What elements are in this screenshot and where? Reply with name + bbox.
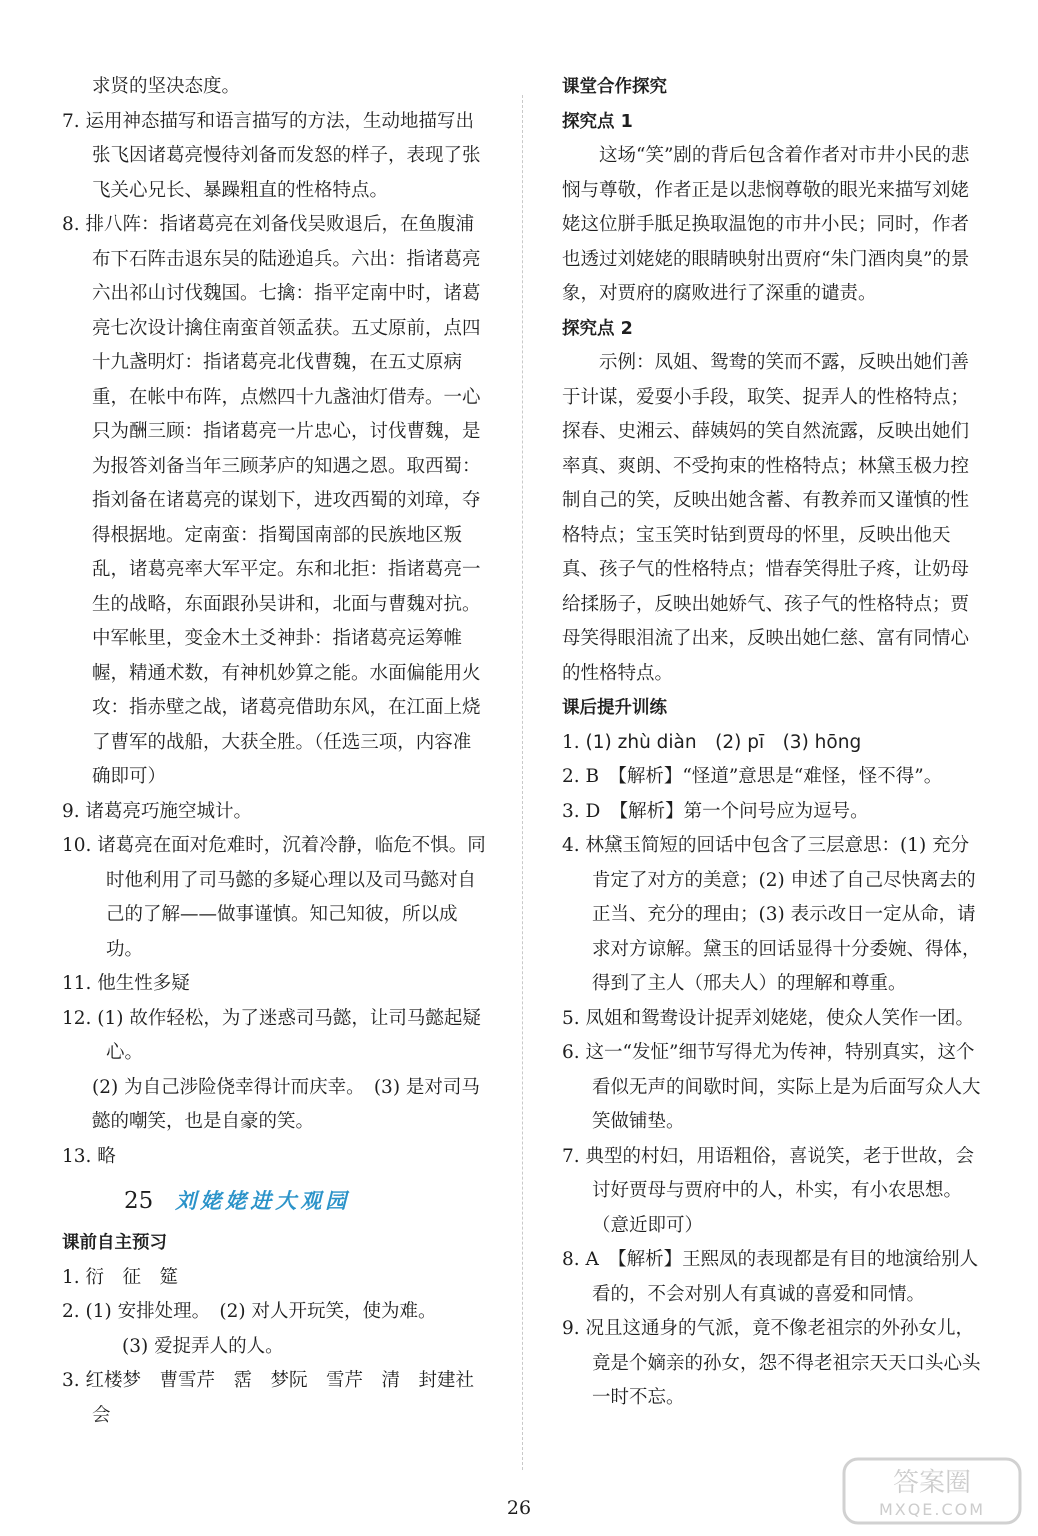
train-1-number: 1. [562, 731, 580, 753]
train-1-pinyin: (1) zhù diàn (2) pī (3) hōng [585, 731, 862, 753]
left-column [62, 70, 487, 1433]
section-heading-preview: 课前自主预习 [62, 1233, 167, 1253]
inquiry-point-1-heading: 探究点 1 [562, 111, 633, 132]
preview-2: 2. (1) 安排处理。 (2) 对人开玩笑，使为难。 [62, 1301, 437, 1322]
page-number: 26 [506, 1497, 532, 1519]
answer-7: 7. 运用神态描写和语言描写的方法，生动地描写出张飞因诸葛亮慢待刘备而发怒的样子，表现了张飞关心兄长、暴躁粗直的性格特点。 [62, 110, 481, 201]
train-4: 4. 林黛玉简短的回话中包含了三层意思：(1) 充分肯定了对方的美意；(2) 申述了自己尽快离去的正当、充分的理由；(3) 表示改日一定从命，请求对方谅解。黛玉的回话显得十分委婉、得体，得到了主人（邢夫人）的理解和尊重。 [562, 835, 981, 994]
train-9: 9. 况且这通身的气派，竟不像老祖宗的外孙女儿，竟是个嫡亲的孙女，怨不得老祖宗天天口头心头一时不忘。 [562, 1318, 981, 1408]
column-divider [522, 95, 523, 1470]
answer-13: 13. 略 [62, 1145, 116, 1167]
inquiry-point-2-text: 示例：凤姐、鸳鸯的笑而不露，反映出她们善于计谋，爱耍小手段，取笑、捉弄人的性格特点；探春、史湘云、薛姨妈的笑自然流露，反映出她们率真、爽朗、不受拘束的性格特点；林黛玉极力控制自己的笑，反映出她含蓄、有教养而又谨慎的性格特点；宝玉笑时钻到贾母的怀里，反映出他天真、孩子气的性格特点；惜春笑得肚子疼，让奶母给揉肠子，反映出她娇气、孩子气的性格特点；贾母笑得眼泪流了出来，反映出她仁慈、富有同情心的性格特点。 [562, 352, 970, 684]
train-2: 2. B 【解析】“怪道”意思是“难怪，怪不得”。 [562, 766, 943, 787]
inquiry-point-1-text: 这场“笑”剧的背后包含着作者对市井小民的悲悯与尊敬，作者正是以悲悯尊敬的眼光来描写刘姥姥这位胼手胝足换取温饱的市井小民；同时，作者也透过刘姥姥的眼睛映射出贾府“朱门酒肉臭”的景象，对贾府的腐败进行了深重的谴责。 [562, 145, 970, 304]
chapter-number: 25 [124, 1188, 154, 1214]
preview-1: 1. 衍 征 筵 [62, 1266, 179, 1288]
train-8: 8. A 【解析】王熙凤的表现都是有目的地演给别人看的，不会对别人有真诚的喜爱和同情。 [562, 1249, 979, 1305]
answer-8: 8. 排八阵：指诸葛亮在刘备伐吴败退后，在鱼腹浦布下石阵击退东吴的陆逊追兵。六出：指诸葛亮六出祁山讨伐魏国。七擒：指平定南中时，诸葛亮七次设计擒住南蛮首领孟获。五丈原前，点四十九盏明灯：指诸葛亮北伐曹魏，在五丈原病重，在帐中布阵，点燃四十九盏油灯借寿。一心只为酬三顾：指诸葛亮一片忠心，讨伐曹魏，是为报答刘备当年三顾茅庐的知遇之恩。取西蜀：指刘备在诸葛亮的谋划下，进攻西蜀的刘璋，夺得根据地。定南蛮：指蜀国南部的民族地区叛乱，诸葛亮率大军平定。东和北拒：指诸葛亮一生的战略，东面跟孙吴讲和，北面与曹魏对抗。中军帐里，变金木土爻神卦：指诸葛亮运筹帷幄，精通术数，有神机妙算之能。水面偏能用火攻：指赤壁之战，诸葛亮借助东风，在江面上烧了曹军的战船，大获全胜。（任选三项，内容准确即可） [62, 214, 481, 787]
train-7: 7. 典型的村妇，用语粗俗，喜说笑，老于世故，会讨好贾母与贾府中的人，朴实，有小农思想。（意近即可） [562, 1145, 975, 1236]
train-6: 6. 这一“发怔”细节写得尤为传神，特别真实，这个看似无声的间歇时间，实际上是为后面写众人大笑做铺垫。 [562, 1042, 981, 1132]
svg-text:MXQE.COM: MXQE.COM [878, 1500, 986, 1519]
line-continuation: 求贤的坚决态度。 [92, 76, 241, 97]
preview-2-3: (3) 爱捉弄人的人。 [122, 1335, 284, 1357]
train-1 [562, 726, 982, 761]
answer-12-part-1: 12. (1) 故作轻松，为了迷惑司马懿，让司马懿起疑心。 [62, 1007, 481, 1063]
watermark-logo [842, 1455, 1022, 1527]
chapter-heading [62, 1178, 487, 1224]
section-heading-training: 课后提升训练 [562, 698, 667, 718]
answer-12-part-2: (2) 为自己涉险侥幸得计而庆幸。 (3) 是对司马懿的嘲笑，也是自豪的笑。 [92, 1076, 480, 1132]
train-5: 5. 凤姐和鸳鸯设计捉弄刘姥姥，使众人笑作一团。 [562, 1007, 975, 1029]
train-3: 3. D 【解析】第一个问号应为逗号。 [562, 800, 869, 822]
answer-10: 10. 诸葛亮在面对危难时，沉着冷静，临危不惧。同时他利用了司马懿的多疑心理以及司马懿对自己的了解——做事谨慎。知己知彼，所以成功。 [62, 835, 486, 960]
section-heading-cooperation: 课堂合作探究 [562, 77, 667, 97]
chapter-title: 刘姥姥进大观园 [175, 1189, 351, 1213]
answer-11: 11. 他生性多疑 [62, 973, 190, 994]
answer-9: 9. 诸葛亮巧施空城计。 [62, 800, 253, 822]
watermark-text: 答案圈 [892, 1468, 972, 1498]
inquiry-point-2-heading: 探究点 2 [562, 318, 633, 339]
preview-3: 3. 红楼梦 曹雪芹 霑 梦阮 雪芹 清 封建社会 [62, 1370, 475, 1426]
right-column [562, 70, 982, 1416]
